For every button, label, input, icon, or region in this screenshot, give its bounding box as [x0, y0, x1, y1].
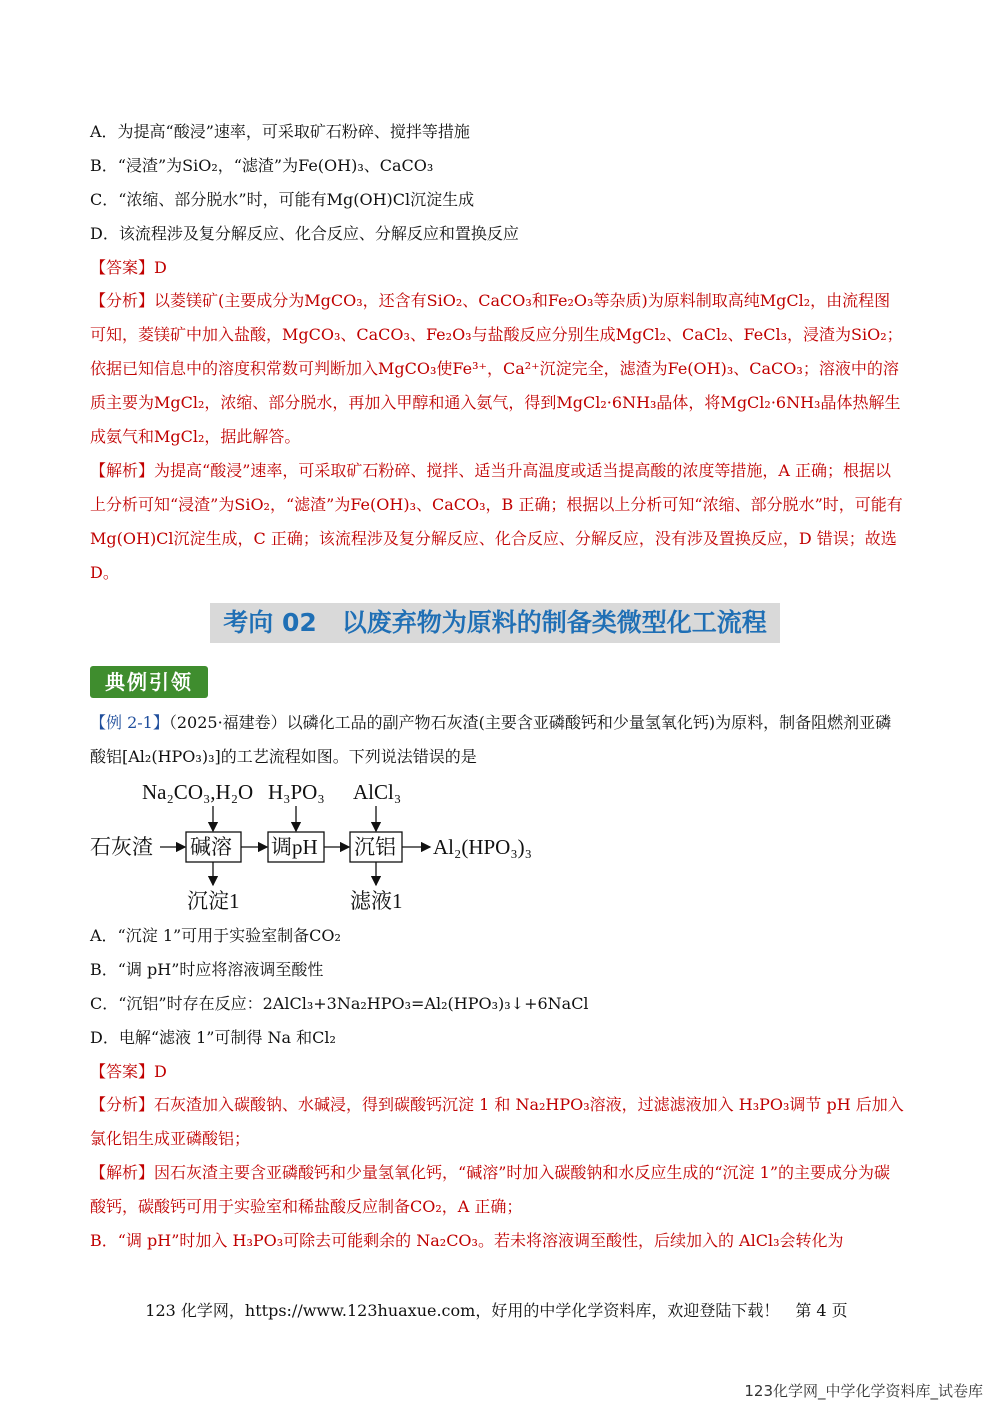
q2-answer: 【答案】D [90, 1062, 167, 1081]
step-3-label: 沉铝 [354, 835, 396, 859]
page-footer: 123 化学网，https://www.123huaxue.com，好用的中学化学资料库，欢迎登陆下载！ 第 4 页 [145, 1301, 848, 1320]
q1-option-c: C．“浓缩、部分脱水”时，可能有Mg(OH)Cl沉淀生成 [90, 190, 475, 209]
q1-option-b: B．“浸渣”为SiO₂，“滤渣”为Fe(OH)₃、CaCO₃ [90, 156, 434, 175]
q1-option-d: D．该流程涉及复分解反应、化合反应、分解反应和置换反应 [90, 224, 519, 243]
explain-label: 【解析】 [90, 1163, 155, 1182]
q1-explanation [90, 454, 905, 590]
product-label: Al₂(HPO₃)₃ [433, 835, 532, 859]
q2-option-b: B．“调 pH”时应将溶液调至酸性 [90, 960, 324, 979]
analysis-label: 【分析】 [90, 291, 155, 310]
explain-label: 【解析】 [90, 461, 155, 480]
explain-text: 为提高“酸浸”速率，可采取矿石粉碎、搅拌、适当升高温度或适当提高酸的浓度等措施，A 正确；根据以上分析可知“浸渣”为SiO₂，“滤渣”为Fe(OH)₃、CaCO₃，B 正确；根据以上分析可知“浓缩、部分脱水”时，可能有Mg(OH)Cl沉淀生成，C 正确；该流程涉及复分解反应、化合反应、分解反应，没有涉及置换反应，D 错误；故选 D。 [90, 461, 903, 582]
step-2-label: 调pH [271, 835, 318, 859]
step-1-label: 碱溶 [190, 835, 232, 859]
process-flow-diagram [90, 776, 550, 916]
analysis-text: 以菱镁矿(主要成分为MgCO₃，还含有SiO₂、CaCO₃和Fe₂O₃等杂质)为原料制取高纯MgCl₂，由流程图可知，菱镁矿中加入盐酸，MgCO₃、CaCO₃、Fe₂O₃与盐酸反应分别生成MgCl₂、CaCl₂、FeCl₃，浸渣为SiO₂；依据已知信息中的溶度积常数可判断加入MgCO₃使Fe³⁺，Ca²⁺沉淀完全，滤渣为Fe(OH)₃、CaCO₃；溶液中的溶质主要为MgCl₂，浓缩、部分脱水，再加入甲醇和通入氨气，得到MgCl₂·6NH₃晶体，将MgCl₂·6NH₃晶体热解生成氨气和MgCl₂，据此解答。 [90, 291, 903, 446]
q2-option-c: C．“沉铝”时存在反应：2AlCl₃+3Na₂HPO₃=Al₂(HPO₃)₃↓+6NaCl [90, 994, 589, 1013]
output-3-label: 滤液1 [350, 889, 403, 913]
explain-option-b: B．“调 pH”时加入 H₃PO₃可除去可能剩余的 Na₂CO₃。若未将溶液调至酸性，后续加入的 AlCl₃会转化为 [90, 1231, 844, 1250]
q2-option-d: D．电解“滤液 1”可制得 Na 和Cl₂ [90, 1028, 336, 1047]
stem-text: （2025·福建卷）以磷化工品的副产物石灰渣(主要含亚磷酸钙和少量氢氧化钙)为原料，制备阻燃剂亚磷酸铝[Al₂(HPO₃)₃]的工艺流程如图。下列说法错误的是 [90, 713, 892, 766]
reagent-1-label: Na₂CO₃,H₂O [142, 780, 254, 804]
example-badge: 典例引领 [90, 666, 208, 698]
q1-answer: 【答案】D [90, 258, 167, 277]
reagent-3-label: AlCl₃ [353, 780, 402, 804]
analysis-text: 石灰渣加入碳酸钠、水碱浸，得到碳酸钙沉淀 1 和 Na₂HPO₃溶液，过滤滤液加入 H₃PO₃调节 pH 后加入氯化铝生成亚磷酸铝； [90, 1095, 904, 1148]
q2-analysis [90, 1088, 905, 1156]
example-label: 【例 2-1】 [90, 713, 169, 732]
site-watermark: 123化学网_中学化学资料库_试卷库 [744, 1382, 983, 1400]
q2-explanation [90, 1156, 905, 1258]
output-1-label: 沉淀1 [187, 889, 240, 913]
q2-stem [90, 706, 905, 774]
analysis-label: 【分析】 [90, 1095, 155, 1114]
explain-text: 因石灰渣主要含亚磷酸钙和少量氢氧化钙，“碱溶”时加入碳酸钠和水反应生成的“沉淀 1”的主要成分为碳酸钙，碳酸钙可用于实验室和稀盐酸反应制备CO₂，A 正确； [90, 1163, 891, 1216]
q2-option-a: A．“沉淀 1”可用于实验室制备CO₂ [90, 926, 341, 945]
q1-analysis [90, 284, 905, 454]
q1-option-a: A．为提高“酸浸”速率，可采取矿石粉碎、搅拌等措施 [90, 122, 470, 141]
section-title: 考向 02 以废弃物为原料的制备类微型化工流程 [210, 603, 780, 643]
reagent-2-label: H₃PO₃ [268, 780, 325, 804]
start-material-label: 石灰渣 [90, 835, 153, 859]
